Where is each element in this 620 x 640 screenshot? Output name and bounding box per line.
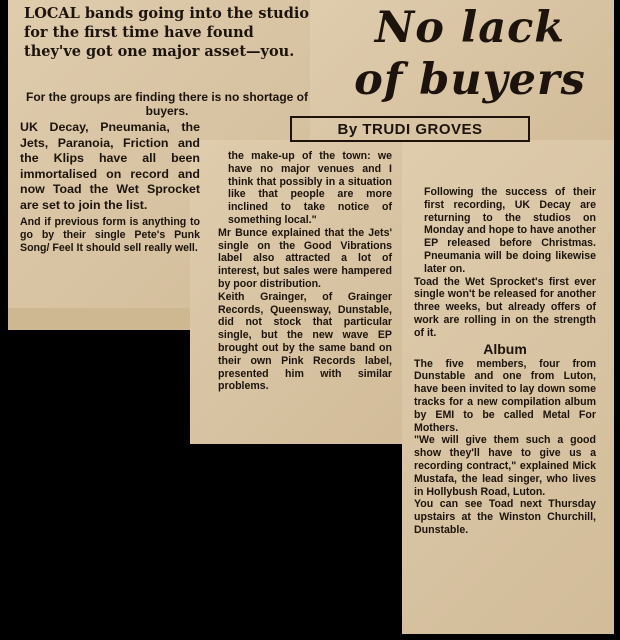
article-lead: For the groups are finding there is no shortage of buyers. xyxy=(25,90,309,118)
paragraph: "We will give them such a good show they'll have to give us a recording contract," explained Mick Mustafa, the lead singer, who lives in Hollybush Road, Luton. xyxy=(414,434,596,498)
paragraph: Following the success of their first recording, UK Decay are returning to the studios on Monday and hope to have another EP released before Christmas. Pneumania will be doing likewise later on. xyxy=(424,186,596,275)
headline-line-1: No lack xyxy=(374,3,566,53)
article-headline xyxy=(330,2,610,106)
column-right xyxy=(414,186,596,537)
headline-line-2: of buyers xyxy=(354,55,586,105)
paragraph: Mr Bunce explained that the Jets' single on the Good Vibrations label also attracted a lot of interest, but sales were hampered by poor distribution. xyxy=(218,226,392,290)
torn-strip xyxy=(8,308,194,330)
paragraph: And if previous form is anything to go by their single Pete's Punk Song/ Feel It should sell really well. xyxy=(20,215,200,254)
subheading: Album xyxy=(483,340,527,357)
paragraph: The five members, four from Dunstable and one from Luton, have been invited to lay down some tracks for a new compilation album by EMI to be called Metal For Mothers. xyxy=(414,357,596,434)
paragraph: the make-up of the town: we have no major venues and I think that possibly in a situation like that people are more inclined to take notice of something local." xyxy=(228,150,392,226)
column-left xyxy=(20,120,200,255)
paragraph: Keith Grainger, of Grainger Records, Queensway, Dunstable, did not stock that particular single, but the new wave EP brought out by the same band on their own Pink Records label, presented him with similar problems. xyxy=(218,290,392,393)
paragraph: You can see Toad next Thursday upstairs at the Winston Churchill, Dunstable. xyxy=(414,498,596,536)
article-intro: LOCAL bands going into the studio for the first time have found they've got one major asset—you. xyxy=(24,5,310,60)
paragraph: UK Decay, Pneumania, the Jets, Paranoia, Friction and the Klips have all been immortalised on record and now Toad the Wet Sprocket are set to join the list. xyxy=(20,120,200,212)
column-middle xyxy=(218,150,392,393)
byline: By TRUDI GROVES xyxy=(290,116,530,142)
paragraph: Toad the Wet Sprocket's first ever single won't be released for another three weeks, but already offers of work are rolling in on the strength of it. xyxy=(414,275,596,339)
